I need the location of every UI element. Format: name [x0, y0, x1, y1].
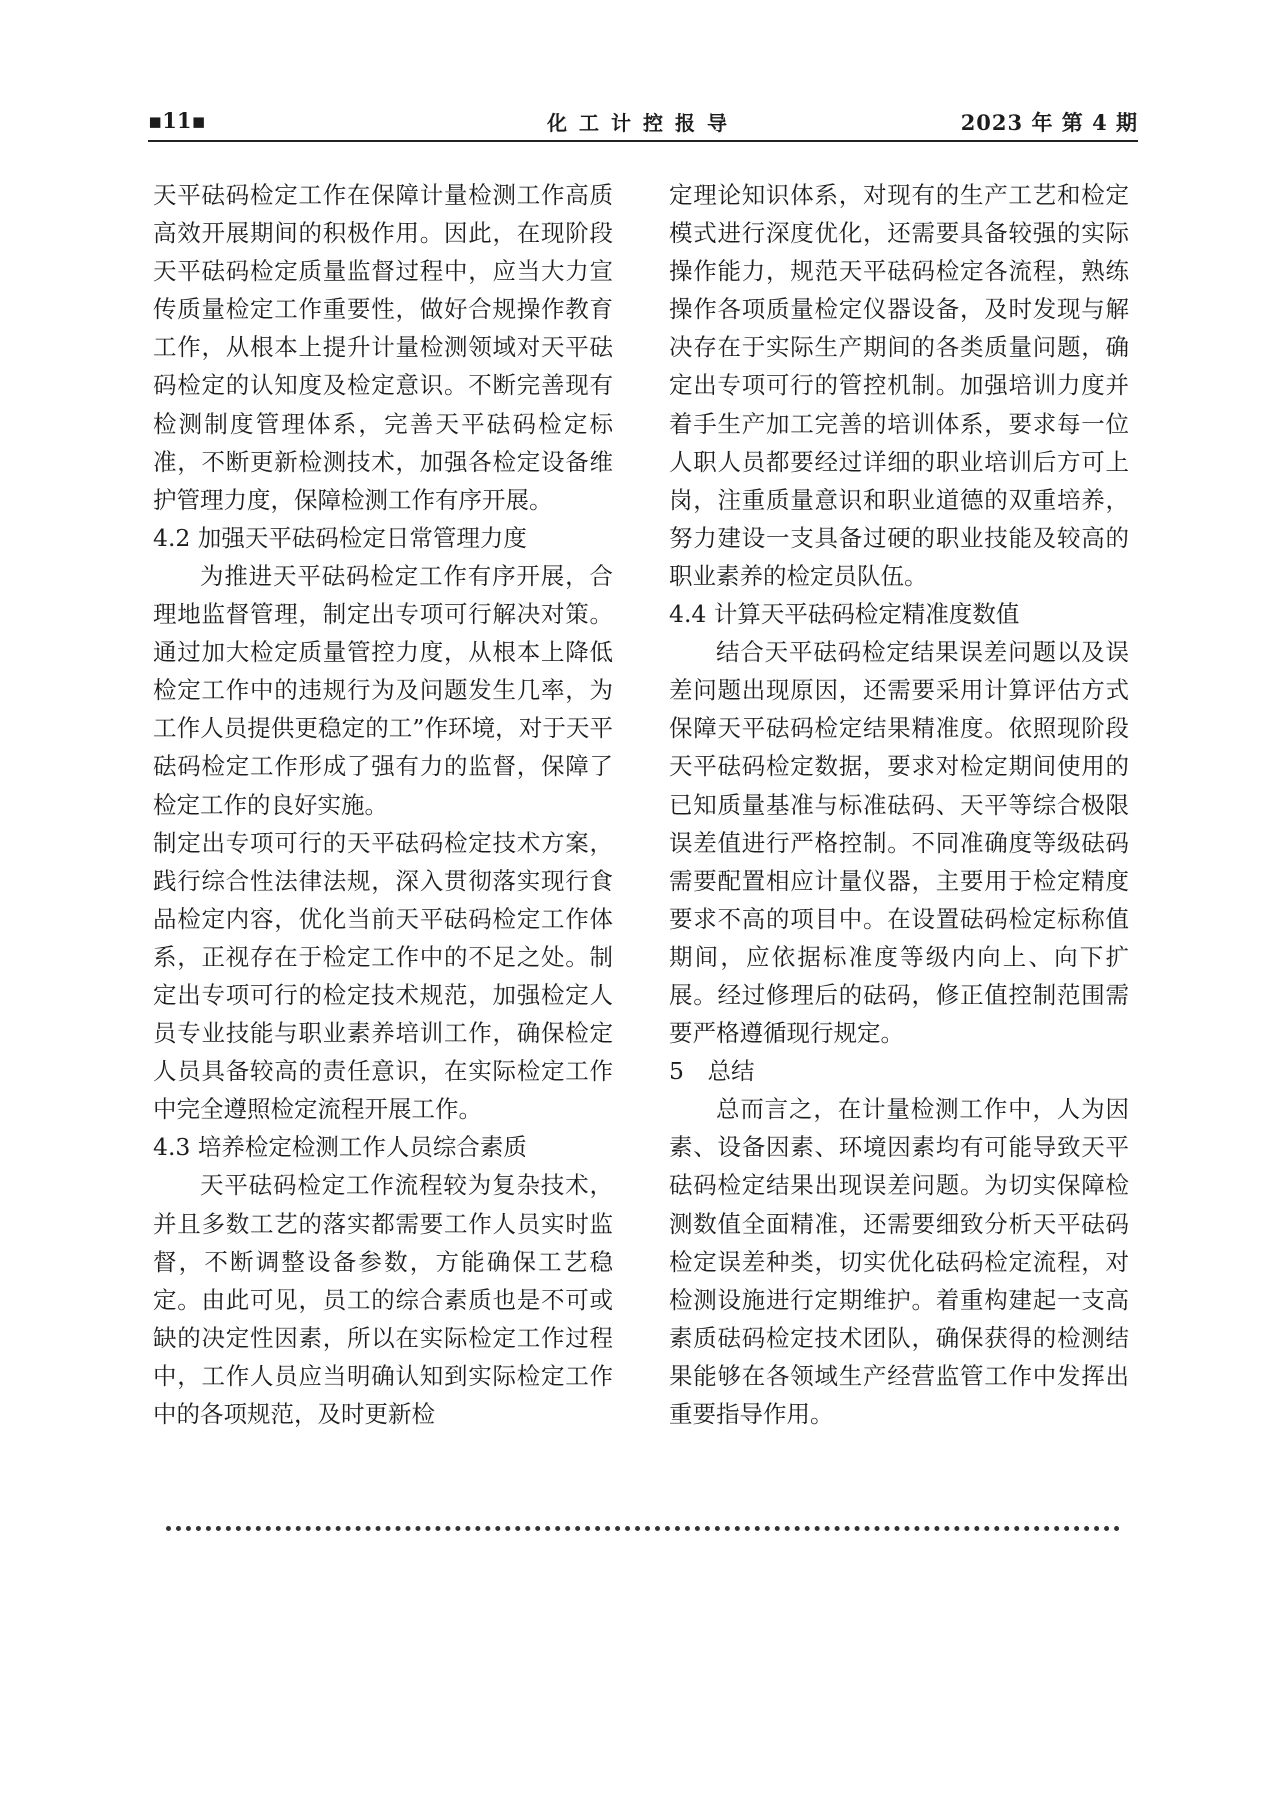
- section-heading-5: 5 总结: [669, 1057, 755, 1086]
- section-heading-4-3: 4.3 培养检定检测工作人员综合素质: [153, 1133, 527, 1162]
- header-rule: [148, 140, 1138, 142]
- page-header: [148, 104, 1138, 138]
- dotted-separator: [166, 1526, 1120, 1531]
- paragraph: 制定出专项可行的天平砝码检定技术方案，践行综合性法律法规，深入贯彻落实现行食品检定内容，优化当前天平砝码检定工作体系，正视存在于检定工作中的不足之处。制定出专项可行的检定技术规范，加强检定人员专业技能与职业素养培训工作，确保检定人员具备较高的责任意识，在实际检定工作中完全遵照检定流程开展工作。: [153, 828, 613, 1124]
- section-heading-4-2: 4.2 加强天平砝码检定日常管理力度: [153, 523, 527, 552]
- journal-title: 化工计控报导: [547, 111, 739, 135]
- paragraph: 总而言之，在计量检测工作中，人为因素、设备因素、环境因素均有可能导致天平砝码检定结果出现误差问题。为切实保障检测数值全面精准，还需要细致分析天平砝码检定误差种类，切实优化砝码检定流程，对检测设施进行定期维护。着重构建起一支高素质砝码检定技术团队，确保获得的检测结果能够在各领域生产经营监管工作中发挥出重要指导作用。: [669, 1095, 1129, 1428]
- paragraph: 天平砝码检定工作在保障计量检测工作高质高效开展期间的积极作用。因此，在现阶段天平砝码检定质量监督过程中，应当大力宣传质量检定工作重要性，做好合规操作教育工作，从根本上提升计量检测领域对天平砝码检定的认知度及检定意识。不断完善现有检测制度管理体系，完善天平砝码检定标准，不断更新检测技术，加强各检定设备维护管理力度，保障检测工作有序开展。: [153, 181, 613, 514]
- issue-label: 2023 年 第 4 期: [960, 110, 1138, 135]
- section-heading-4-4: 4.4 计算天平砝码检定精准度数值: [669, 600, 1020, 629]
- paragraph: 定理论知识体系，对现有的生产工艺和检定模式进行深度优化，还需要具备较强的实际操作能力，规范天平砝码检定各流程，熟练操作各项质量检定仪器设备，及时发现与解决存在于实际生产期间的各类质量问题，确定出专项可行的管控机制。加强培训力度并着手生产加工完善的培训体系，要求每一位人职人员都要经过详细的职业培训后方可上岗，注重质量意识和职业道德的双重培养，努力建设一支具备过硬的职业技能及较高的职业素养的检定员队伍。: [669, 181, 1129, 590]
- paragraph: 结合天平砝码检定结果误差问题以及误差问题出现原因，还需要采用计算评估方式保障天平砝码检定结果精准度。依照现阶段天平砝码检定数据，要求对检定期间使用的已知质量基准与标准砝码、天平等综合极限误差值进行严格控制。不同准确度等级砝码需要配置相应计量仪器，主要用于检定精度要求不高的项目中。在设置砝码检定标称值期间，应依据标准度等级内向上、向下扩展。经过修理后的砝码，修正值控制范围需要严格遵循现行规定。: [669, 638, 1129, 1048]
- left-column: [153, 176, 613, 1433]
- paragraph: 为推进天平砝码检定工作有序开展，合理地监督管理，制定出专项可行解决对策。通过加大检定质量管控力度，从根本上降低检定工作中的违规行为及问题发生几率，为工作人员提供更稳定的工”作环境，对于天平砝码检定工作形成了强有力的监督，保障了检定工作的良好实施。: [153, 561, 613, 819]
- page-number: ▪11▪: [148, 108, 206, 133]
- paragraph: 天平砝码检定工作流程较为复杂技术，并且多数工艺的落实都需要工作人员实时监督，不断调整设备参数，方能确保工艺稳定。由此可见，员工的综合素质也是不可或缺的决定性因素，所以在实际检定工作过程中，工作人员应当明确认知到实际检定工作中的各项规范，及时更新检: [153, 1171, 613, 1428]
- right-column: [669, 176, 1129, 1433]
